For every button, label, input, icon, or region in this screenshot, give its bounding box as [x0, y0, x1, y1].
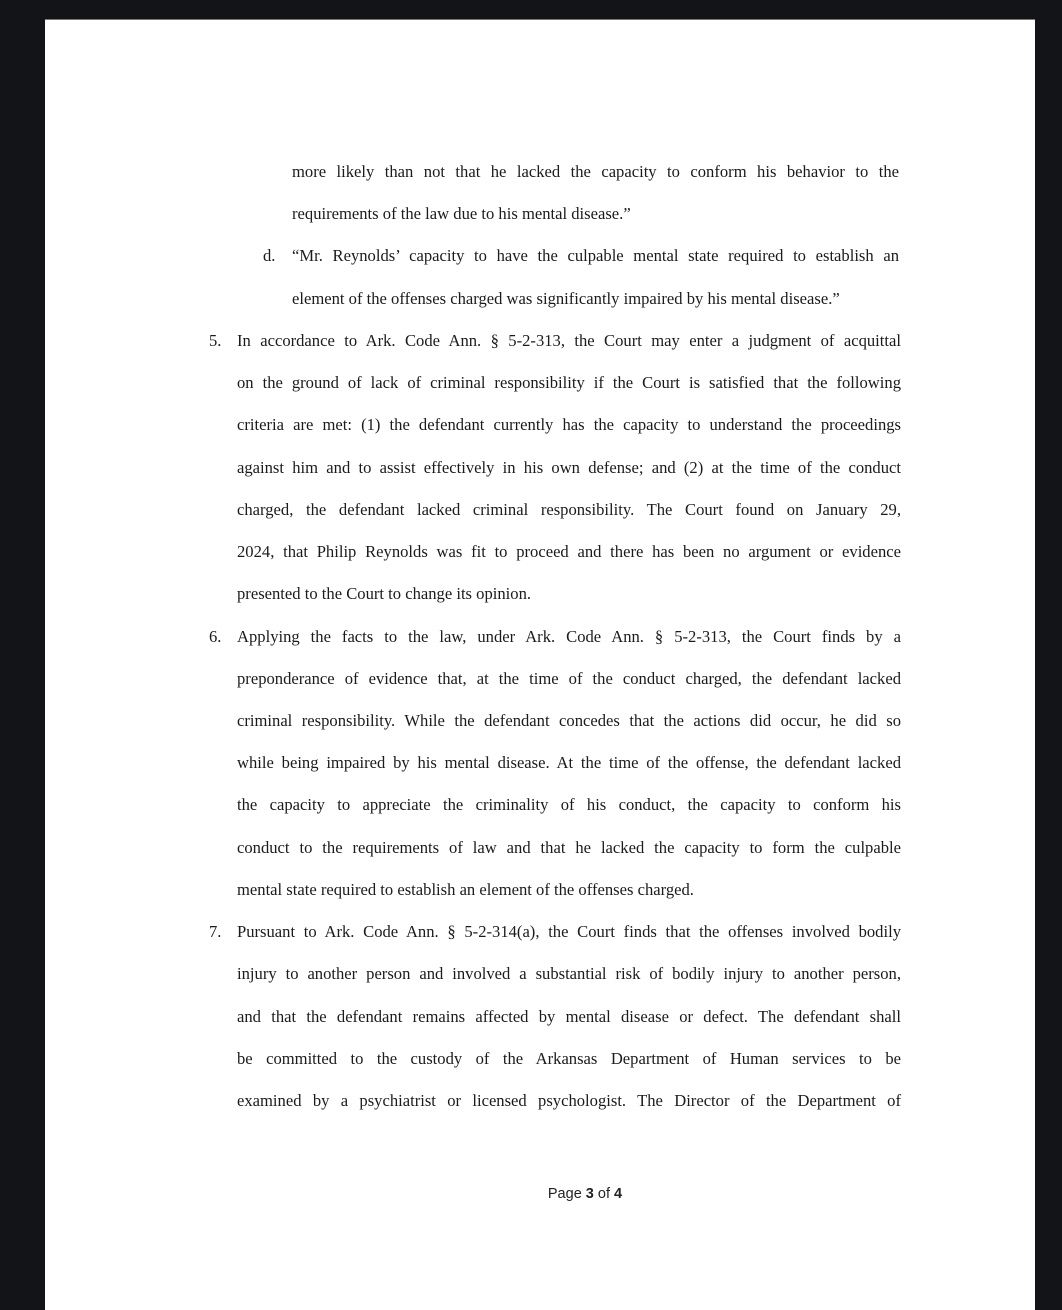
text-line: criminal responsibility. While the defendant concedes that the actions did occur, he did so [237, 710, 901, 730]
text-line: Applying the facts to the law, under Ark. Code Ann. § 5-2-313, the Court finds by a [237, 626, 901, 646]
text-line: against him and to assist effectively in his own defense; and (2) at the time of the conduct [237, 457, 901, 477]
page-label: Page [547, 1186, 582, 1202]
text-line: Pursuant to Ark. Code Ann. § 5-2-314(a), the Court finds that the offenses involved bodily [237, 922, 901, 942]
paragraph-marker: 7. [209, 922, 222, 942]
document-page [45, 19, 1035, 1310]
text-line: criteria are met: (1) the defendant currently has the capacity to understand the proceedings [237, 415, 901, 435]
page-of: of [597, 1186, 610, 1202]
text-line: charged, the defendant lacked criminal responsibility. The Court found on January 29, [237, 499, 901, 519]
text-line: “Mr. Reynolds’ capacity to have the culpable mental state required to establish an [292, 246, 899, 266]
text-line: element of the offenses charged was significantly impaired by his mental disease.” [292, 288, 840, 308]
text-line: presented to the Court to change its opinion. [237, 584, 532, 604]
text-line: while being impaired by his mental disease. At the time of the offense, the defendant lacked [237, 753, 901, 773]
text-line: mental state required to establish an element of the offenses charged. [237, 879, 694, 899]
paragraph-marker: d. [263, 246, 276, 266]
text-line: 2024, that Philip Reynolds was fit to proceed and there has been no argument or evidence [237, 542, 901, 562]
text-line: examined by a psychiatrist or licensed psychologist. The Director of the Department of [237, 1091, 901, 1111]
text-line: on the ground of lack of criminal responsibility if the Court is satisfied that the following [237, 373, 901, 393]
text-line: and that the defendant remains affected by mental disease or defect. The defendant shall [237, 1006, 901, 1026]
text-line: injury to another person and involved a substantial risk of bodily injury to another person, [237, 964, 901, 984]
paragraph-marker: 5. [209, 330, 222, 350]
text-line: requirements of the law due to his mental disease.” [292, 204, 631, 224]
text-line: be committed to the custody of the Arkansas Department of Human services to be [237, 1048, 901, 1068]
page-number [45, 1186, 1062, 1202]
text-line: the capacity to appreciate the criminality of his conduct, the capacity to conform his [237, 795, 901, 815]
total-pages: 4 [614, 1186, 623, 1202]
paragraph-marker: 6. [209, 626, 222, 646]
text-line: preponderance of evidence that, at the time of the conduct charged, the defendant lacked [237, 668, 901, 688]
text-line: conduct to the requirements of law and that he lacked the capacity to form the culpable [237, 837, 901, 857]
text-line: In accordance to Ark. Code Ann. § 5-2-313, the Court may enter a judgment of acquittal [237, 330, 901, 350]
current-page: 3 [585, 1186, 594, 1202]
text-line: more likely than not that he lacked the capacity to conform his behavior to the [292, 162, 899, 181]
